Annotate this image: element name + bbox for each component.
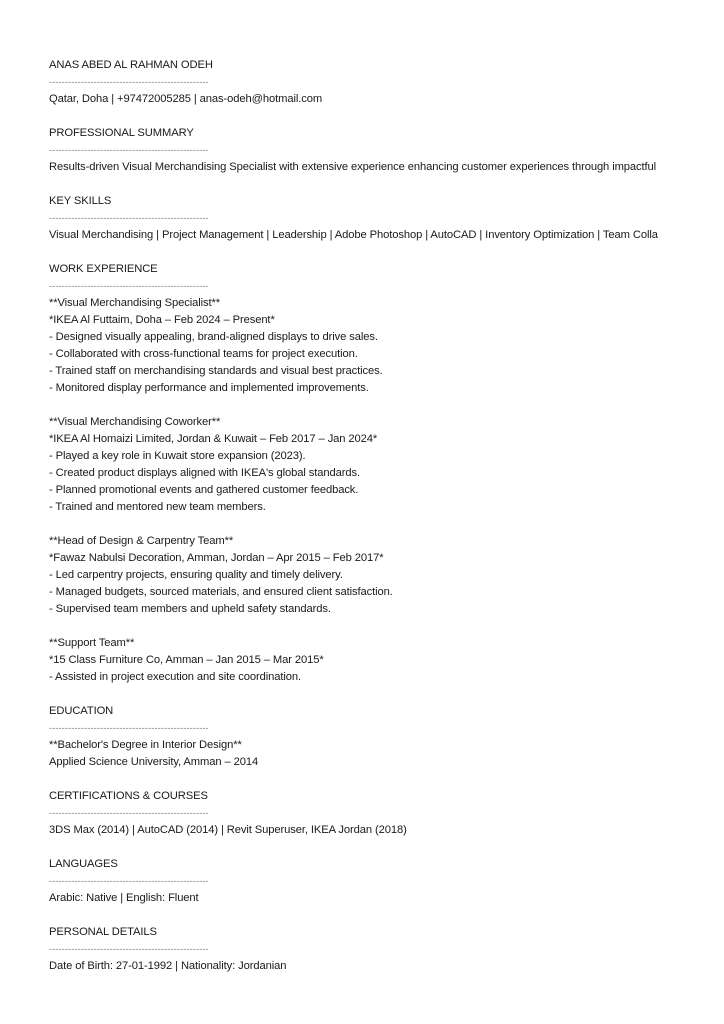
summary-heading: PROFESSIONAL SUMMARY xyxy=(49,127,194,139)
divider: -------------------------------------------------- xyxy=(49,145,209,155)
job-bullet: - Created product displays aligned with IKEA's global standards. xyxy=(49,467,361,479)
divider: -------------------------------------------------- xyxy=(49,281,209,291)
job-company: *IKEA Al Homaizi Limited, Jordan & Kuwait – Feb 2017 – Jan 2024* xyxy=(49,433,378,445)
job-bullet: - Managed budgets, sourced materials, and ensured client satisfaction. xyxy=(49,586,393,598)
divider: -------------------------------------------------- xyxy=(49,213,209,223)
spacer xyxy=(49,108,724,125)
spacer xyxy=(49,907,724,924)
spacer xyxy=(49,244,724,261)
spacer xyxy=(49,771,724,788)
spacer xyxy=(49,839,724,856)
spacer xyxy=(49,516,724,533)
divider: -------------------------------------------------- xyxy=(49,876,209,886)
contact-line: Qatar, Doha | +97472005285 | anas-odeh@hotmail.com xyxy=(49,93,323,105)
job-bullet: - Supervised team members and upheld safety standards. xyxy=(49,603,331,615)
languages-heading: LANGUAGES xyxy=(49,858,118,870)
personal-text: Date of Birth: 27-01-1992 | Nationality: Jordanian xyxy=(49,960,287,972)
divider: -------------------------------------------------- xyxy=(49,944,209,954)
job-company: *IKEA Al Futtaim, Doha – Feb 2024 – Present* xyxy=(49,314,275,326)
resume-page xyxy=(49,57,724,975)
experience-heading: WORK EXPERIENCE xyxy=(49,263,158,275)
job-bullet: - Collaborated with cross-functional teams for project execution. xyxy=(49,348,358,360)
spacer xyxy=(49,618,724,635)
job-bullet: - Assisted in project execution and site coordination. xyxy=(49,671,302,683)
summary-text: Results-driven Visual Merchandising Specialist with extensive experience enhancing customer experiences through impactful xyxy=(49,161,657,173)
job-title: **Visual Merchandising Specialist** xyxy=(49,297,221,309)
candidate-name: ANAS ABED AL RAHMAN ODEH xyxy=(49,59,213,71)
education-school: Applied Science University, Amman – 2014 xyxy=(49,756,259,768)
job-company: *15 Class Furniture Co, Amman – Jan 2015 – Mar 2015* xyxy=(49,654,324,666)
certifications-text: 3DS Max (2014) | AutoCAD (2014) | Revit Superuser, IKEA Jordan (2018) xyxy=(49,824,407,836)
spacer xyxy=(49,176,724,193)
job-title: **Support Team** xyxy=(49,637,135,649)
job-bullet: - Led carpentry projects, ensuring quality and timely delivery. xyxy=(49,569,343,581)
certifications-heading: CERTIFICATIONS & COURSES xyxy=(49,790,208,802)
divider: -------------------------------------------------- xyxy=(49,808,209,818)
education-heading: EDUCATION xyxy=(49,705,114,717)
personal-heading: PERSONAL DETAILS xyxy=(49,926,157,938)
job-bullet: - Played a key role in Kuwait store expansion (2023). xyxy=(49,450,306,462)
skills-text: Visual Merchandising | Project Management | Leadership | Adobe Photoshop | AutoCAD | Inventory Optimization | Team Colla xyxy=(49,229,658,241)
education-degree: **Bachelor's Degree in Interior Design** xyxy=(49,739,242,751)
job-title: **Head of Design & Carpentry Team** xyxy=(49,535,234,547)
job-bullet: - Trained staff on merchandising standards and visual best practices. xyxy=(49,365,383,377)
divider: -------------------------------------------------- xyxy=(49,77,209,87)
job-bullet: - Planned promotional events and gathered customer feedback. xyxy=(49,484,359,496)
job-title: **Visual Merchandising Coworker** xyxy=(49,416,221,428)
languages-text: Arabic: Native | English: Fluent xyxy=(49,892,199,904)
divider: -------------------------------------------------- xyxy=(49,723,209,733)
job-company: *Fawaz Nabulsi Decoration, Amman, Jordan – Apr 2015 – Feb 2017* xyxy=(49,552,384,564)
spacer xyxy=(49,397,724,414)
job-bullet: - Monitored display performance and implemented improvements. xyxy=(49,382,369,394)
spacer xyxy=(49,686,724,703)
job-bullet: - Designed visually appealing, brand-aligned displays to drive sales. xyxy=(49,331,378,343)
job-bullet: - Trained and mentored new team members. xyxy=(49,501,266,513)
skills-heading: KEY SKILLS xyxy=(49,195,112,207)
